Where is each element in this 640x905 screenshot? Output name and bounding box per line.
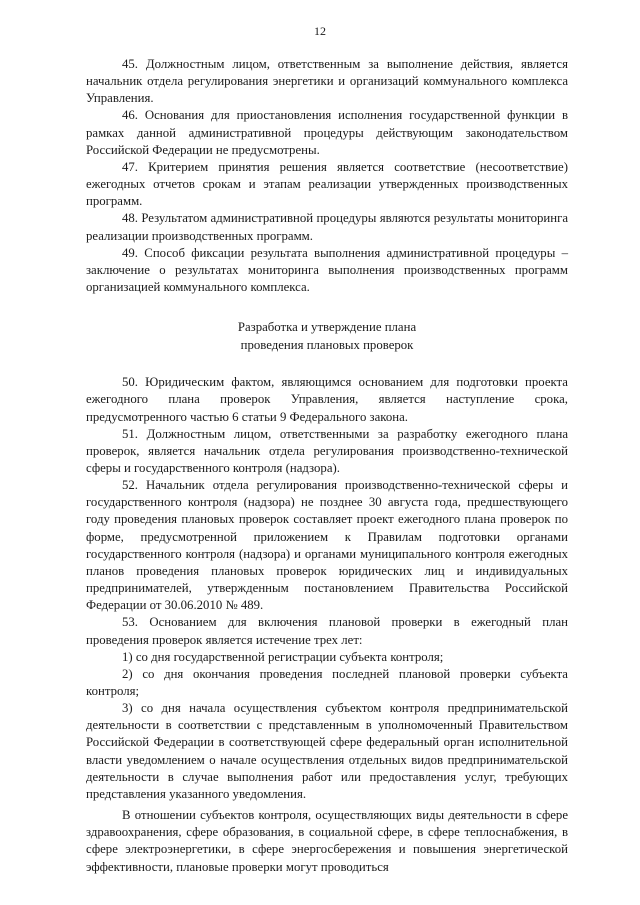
section-heading-line-1: Разработка и утверждение плана bbox=[237, 320, 417, 335]
paragraph-exceptions: В отношении субъектов контроля, осуществляющих виды деятельности в сфере здравоохранения, сфере образования, в социальной сфере, в сфере теплоснабжения, в сфере электроэнергетики, в сфере энергосбережения и повышения энергетической эффективности, плановые проверки могут проводиться bbox=[86, 808, 568, 874]
paragraph-51: 51. Должностным лицом, ответственными за разработку ежегодного плана проверок, является начальник отдела регулирования производственно-технической сферы и государственного контроля (надзора). bbox=[86, 426, 568, 475]
section-heading bbox=[86, 318, 568, 354]
list-item-3: 3) со дня начала осуществления субъектом контроля предпринимательской деятельности в соответствии с представленным в уполномоченный Правительством Российской Федерации в соответствующей сфере федеральный орган исполнительной власти уведомлением о начале осуществления отдельных видов предпринимательской деятельности в случае выполнения работ или предоставления услуг, требующих представления указанного уведомления. bbox=[86, 701, 568, 801]
paragraph-52: 52. Начальник отдела регулирования производственно-технической сферы и государственного контроля (надзора) не позднее 30 августа года, предшествующего году проведения плановых проверок составляет проект ежегодного плана проверок по форме, предусмотренной приложением к Правилам подготовки органами государственного контроля (надзора) и органами муниципального контроля ежегодных планов проведения плановых проверок юридических лиц и индивидуальных предпринимателей, утвержденным постановлением Правительства Российской Федерации от 30.06.2010 № 489. bbox=[86, 478, 568, 613]
paragraph-53: 53. Основанием для включения плановой проверки в ежегодный план проведения проверок является истечение трех лет: bbox=[86, 615, 568, 647]
paragraph-47: 47. Критерием принятия решения является соответствие (несоответствие) ежегодных отчетов срокам и этапам реализации утвержденных производственных программ. bbox=[86, 159, 568, 209]
page-number: 12 bbox=[314, 24, 326, 38]
list-item-1: 1) со дня государственной регистрации субъекта контроля; bbox=[122, 649, 444, 664]
paragraph-50: 50. Юридическим фактом, являющимся основанием для подготовки проекта ежегодного плана проверок Управления, является наступление срока, предусмотренного частью 6 статьи 9 Федерального закона. bbox=[86, 375, 568, 424]
document-body bbox=[86, 56, 568, 876]
paragraph-48: 48. Результатом административной процедуры являются результаты мониторинга реализации производственных программ. bbox=[86, 211, 568, 243]
section-heading-line-2: проведения плановых проверок bbox=[240, 338, 414, 353]
paragraph-45: 45. Должностным лицом, ответственным за выполнение действия, является начальник отдела регулирования энергетики и организаций коммунального комплекса Управления. bbox=[86, 57, 568, 106]
paragraph-46: 46. Основания для приостановления исполнения государственной функции в рамках данной административной процедуры действующим законодательством Российской Федерации не предусмотрены. bbox=[86, 108, 568, 157]
paragraph-49: 49. Способ фиксации результата выполнения административной процедуры – заключение о результатах мониторинга выполнения производственных программ организацией коммунального комплекса. bbox=[86, 245, 568, 295]
list-item-2: 2) со дня окончания проведения последней плановой проверки субъекта контроля; bbox=[86, 666, 568, 698]
